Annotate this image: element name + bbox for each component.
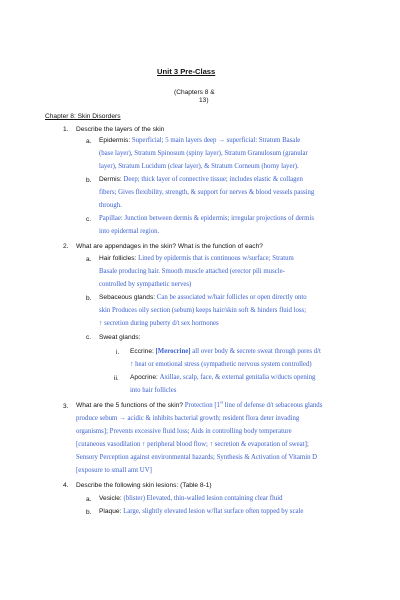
q3-line-1 bbox=[76, 401, 322, 411]
q1-a-text-1: Superficial; 5 main layers deep → superficial: Stratum Basale bbox=[131, 137, 301, 144]
q1-a-line-2: (base layer), Stratum Spinosum (spiny layer), Stratum Granulosum (granular bbox=[99, 150, 308, 157]
q1-a-label: a. bbox=[86, 138, 92, 145]
q4-question: Describe the following skin lesions: (Table 8-1) bbox=[76, 482, 212, 489]
q3-answer-1a: Protection [1 bbox=[184, 402, 221, 409]
q2-a-line-3: controlled by sympathetic nerves) bbox=[99, 281, 192, 288]
q1-a-term: Epidermis: bbox=[99, 137, 131, 144]
q1-b-line-3: through. bbox=[99, 202, 122, 209]
page-title: Unit 3 Pre-Class bbox=[157, 67, 216, 76]
q3-line-3: organisms]; Prevents excessive fluid loss; Aids in controlling body temperature bbox=[76, 428, 292, 435]
q4-a-text-1: (blister) Elevated, thin-walled lesion containing clear fluid bbox=[123, 495, 283, 502]
q2-a-text-1: Lined by epidermis that is continuous w/surface; Stratum bbox=[138, 255, 294, 262]
q2-ii-line-1 bbox=[130, 373, 315, 383]
chapter-heading: Chapter 8: Skin Disorders bbox=[45, 113, 121, 120]
q2-number: 2. bbox=[63, 243, 69, 250]
q2-a-line-2: Basale producing hair. Smooth muscle attached (erector pili muscle- bbox=[99, 268, 285, 275]
q3-answer-1b: line of defense d/t sebaceous glands bbox=[224, 402, 323, 409]
q2-ii-line-2: into hair follicles bbox=[130, 387, 177, 394]
q4-a-term: Vesicle: bbox=[99, 495, 122, 502]
q2-b-line-3: ↑ secretion during puberty d/t sex hormones bbox=[99, 320, 219, 327]
q3-line-2: produce sebum → acidic & inhibits bacterial growth; resident flora deter invading bbox=[76, 415, 300, 422]
q2-b-label: b. bbox=[86, 295, 92, 302]
q1-b-line-2: fibers; Gives flexibility, strength, & support for nerves & blood vessels passing bbox=[99, 189, 315, 196]
q2-i-label: i. bbox=[116, 349, 120, 356]
chapters-line-1: (Chapters 8 & bbox=[174, 89, 215, 96]
q2-c-label: c. bbox=[86, 334, 92, 341]
q4-b-text-1: Large, slightly elevated lesion w/flat surface often topped by scale bbox=[123, 508, 304, 515]
q2-ii-label: ii. bbox=[114, 375, 119, 382]
q1-b-text-1: Deep; thick layer of connective tissue; includes elastic & collagen bbox=[123, 176, 303, 183]
q4-number: 4. bbox=[63, 482, 69, 489]
q1-b-label: b. bbox=[86, 177, 92, 184]
q4-b-label: b. bbox=[86, 509, 92, 516]
q3-question: What are the 5 functions of the skin? bbox=[76, 402, 184, 409]
q1-b-line-1 bbox=[99, 175, 303, 185]
q3-line-6: [exposure to small amt UV] bbox=[76, 467, 152, 474]
q2-c-term: Sweat glands: bbox=[99, 334, 141, 341]
q4-a-label: a. bbox=[86, 496, 92, 503]
q2-i-term: Eccrine: bbox=[130, 348, 154, 355]
q2-a-line-1 bbox=[99, 254, 294, 264]
q2-b-text-1: Can be associated w/hair follicles or open directly onto bbox=[156, 294, 307, 301]
q1-a-line-3: layer), Stratum Lucidum (clear layer), & Stratum Corneum (horny layer). bbox=[99, 163, 299, 170]
q3-line-5: Sensory Perception against environmental hazards; Synthesis & Activation of Vitamin D bbox=[76, 454, 318, 461]
q1-a-line-1 bbox=[99, 136, 300, 146]
q1-c-label: c. bbox=[86, 216, 92, 223]
q2-a-label: a. bbox=[86, 256, 92, 263]
q2-b-line-2: skin Produces oily section (sebum) keeps hair/skin soft & hinders fluid loss; bbox=[99, 307, 307, 314]
q2-a-term: Hair follicles: bbox=[99, 255, 137, 262]
q2-b-term: Sebaceous glands: bbox=[99, 294, 156, 301]
q3-number: 3. bbox=[63, 403, 69, 410]
q2-i-text-1: all over body & secrete sweat through pores d/t bbox=[192, 348, 321, 355]
q2-i-merocrine: [Merocrine] bbox=[155, 348, 191, 355]
q1-c-line-2: into epidermal region. bbox=[99, 228, 160, 235]
q4-b-line-1 bbox=[99, 507, 303, 517]
q2-i-line-1 bbox=[130, 347, 321, 357]
q2-i-line-2: ↑ heat or emotional stress (sympathetic nervous system controlled) bbox=[130, 361, 312, 368]
q2-b-line-1 bbox=[99, 293, 307, 303]
chapters-line-2: 13) bbox=[199, 97, 209, 104]
q2-ii-text-1: Axillae, scalp, face, & external genitalia w/ducts opening bbox=[159, 374, 316, 381]
q2-ii-term: Apocrine: bbox=[130, 374, 158, 381]
q2-question: What are appendages in the skin? What is the function of each? bbox=[76, 243, 263, 250]
q1-b-term: Dermis: bbox=[99, 176, 122, 183]
q1-c-line-1: Papillae: Junction between dermis & epidermis; irregular projections of dermis bbox=[99, 215, 314, 222]
q4-b-term: Plaque: bbox=[99, 508, 122, 515]
q4-a-line-1 bbox=[99, 494, 283, 504]
q3-answer-sup: st bbox=[220, 399, 224, 405]
q3-line-4: [cutaneous vasodilation ↑ peripheral blood flow; ↑ secretion & evaporation of sweat]; bbox=[76, 441, 309, 448]
q1-question: Describe the layers of the skin bbox=[76, 126, 165, 133]
q1-number: 1. bbox=[63, 126, 69, 133]
